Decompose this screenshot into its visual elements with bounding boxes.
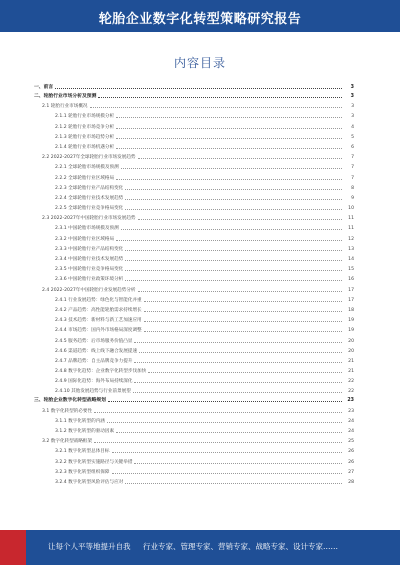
toc-leader-dots (94, 442, 342, 443)
toc-leader-dots (134, 463, 342, 464)
toc-page-number: 14 (348, 257, 354, 262)
toc-entry-text: 2.4.4 市场趋势：国内外市场格局深度调整 (55, 328, 142, 334)
toc-page-number: 3 (350, 85, 354, 90)
toc-entry[interactable] (34, 160, 354, 170)
toc-entry-text: 2.4.8 数字化趋势：企业数字化转型步伐加快 (55, 369, 147, 375)
table-of-contents (34, 81, 354, 485)
toc-entry-text: 一、前言 (34, 85, 54, 90)
toc-entry[interactable] (34, 465, 354, 475)
toc-entry-text: 2.3.2 中国轮胎行业区域格局 (55, 236, 115, 242)
toc-entry[interactable] (34, 282, 354, 292)
toc-leader-dots (148, 372, 342, 373)
toc-page-number: 3 (351, 104, 354, 110)
toc-page-number: 11 (348, 216, 354, 222)
toc-entry-text: 2.1.2 轮胎行业市场竞争分析 (55, 124, 115, 130)
toc-entry[interactable] (34, 354, 354, 364)
toc-entry[interactable] (34, 119, 354, 129)
toc-entry[interactable] (34, 191, 354, 201)
toc-entry[interactable] (34, 454, 354, 464)
toc-entry[interactable] (34, 394, 354, 403)
toc-page-number: 15 (348, 267, 354, 273)
toc-entry[interactable] (34, 323, 354, 333)
toc-entry[interactable] (34, 414, 354, 424)
toc-entry-text: 2.1.4 轮胎行业市场机遇分析 (55, 144, 115, 150)
toc-entry-text: 2.1 轮胎行业市场概况 (42, 104, 88, 110)
toc-entry[interactable] (34, 293, 354, 303)
toc-entry-text: 2.4.3 技术趋势：新材料与新工艺加速应用 (55, 318, 142, 324)
toc-entry[interactable] (34, 262, 354, 272)
toc-entry-text: 2.3.4 中国轮胎行业技术发展趋势 (55, 257, 124, 262)
footer-slogan: 让每个人平等地提升自我 (48, 542, 131, 551)
toc-leader-dots (144, 331, 342, 332)
toc-entry-text: 2.2.3 全球轮胎行业产品结构变化 (55, 185, 124, 191)
toc-page-number: 13 (348, 246, 354, 252)
toc-page-number: 20 (348, 348, 354, 354)
toc-leader-dots (108, 401, 342, 402)
toc-entry[interactable] (34, 475, 354, 485)
toc-leader-dots (125, 199, 342, 200)
toc-page-number: 24 (348, 418, 354, 424)
toc-page-number: 3 (350, 94, 354, 99)
toc-entry[interactable] (34, 170, 354, 180)
toc-entry[interactable] (34, 99, 354, 109)
toc-leader-dots (107, 422, 342, 423)
toc-entry[interactable] (34, 403, 354, 413)
toc-leader-dots (116, 148, 342, 149)
toc-leader-dots (125, 189, 342, 190)
toc-page-number: 17 (348, 297, 354, 303)
toc-leader-dots (138, 291, 342, 292)
toc-entry-text: 2.4.1 行业发展趋势：绿色化与智能化并重 (55, 297, 142, 303)
toc-entry[interactable] (34, 444, 354, 454)
toc-page-number: 19 (348, 318, 354, 324)
toc-page-number: 12 (348, 236, 354, 242)
toc-entry[interactable] (34, 242, 354, 252)
toc-page-number: 16 (348, 277, 354, 283)
toc-entry-text: 2.2.4 全球轮胎行业技术发展趋势 (55, 195, 124, 201)
toc-entry[interactable] (34, 109, 354, 119)
toc-entry-text: 2.4.9 国际化趋势：海外布局持续深化 (55, 379, 133, 385)
toc-entry-text: 3.1 数字化转型的必要性 (42, 408, 93, 414)
toc-leader-dots (121, 168, 342, 169)
toc-page-number: 23 (348, 408, 354, 414)
toc-leader-dots (112, 473, 343, 474)
toc-page-number: 23 (347, 398, 354, 404)
toc-entry-text: 2.3.3 中国轮胎行业产品结构变化 (55, 246, 124, 252)
toc-entry[interactable] (34, 272, 354, 282)
toc-heading: 内容目录 (173, 56, 226, 70)
toc-entry[interactable] (34, 313, 354, 323)
toc-page-number: 25 (348, 439, 354, 445)
toc-entry-text: 3.2.3 数字化转型组织保障 (55, 469, 110, 475)
toc-leader-dots (125, 209, 342, 210)
toc-entry[interactable] (34, 150, 354, 160)
toc-leader-dots (121, 229, 342, 230)
toc-page-number: 27 (348, 469, 354, 475)
toc-page-number: 6 (351, 144, 354, 150)
toc-page-number: 21 (348, 369, 354, 375)
toc-page-number: 9 (351, 195, 354, 201)
toc-leader-dots (94, 412, 342, 413)
toc-leader-dots (116, 117, 342, 118)
toc-entry-text: 3.2.1 数字化转型总体目标 (55, 449, 110, 455)
toc-entry[interactable] (34, 384, 354, 394)
toc-leader-dots (55, 88, 342, 89)
toc-page-number: 28 (348, 479, 354, 485)
toc-leader-dots (144, 321, 342, 322)
toc-entry-text: 2.3 2022-2027年中国轮胎行业市场发展趋势 (42, 216, 136, 222)
toc-entry[interactable] (34, 333, 354, 343)
toc-leader-dots (139, 352, 342, 353)
toc-entry-text: 2.2 2022-2027年全球轮胎行业市场发展趋势 (42, 155, 136, 161)
toc-page-number: 10 (348, 206, 354, 212)
toc-page-number: 19 (348, 328, 354, 334)
toc-leader-dots (116, 432, 342, 433)
toc-entry[interactable] (34, 231, 354, 241)
toc-entry[interactable] (34, 221, 354, 231)
toc-leader-dots (116, 128, 342, 129)
toc-page-number: 21 (348, 358, 354, 364)
toc-leader-dots (144, 311, 342, 312)
toc-entry-text: 2.4 2022-2027年中国轮胎行业发展趋势分析 (42, 287, 136, 293)
toc-entry-text: 2.3.1 中国轮胎市场规模及预测 (55, 226, 119, 232)
toc-entry[interactable] (34, 344, 354, 354)
toc-entry-text: 2.1.1 轮胎行业市场规模分析 (55, 114, 115, 120)
toc-leader-dots (125, 270, 342, 271)
toc-entry-text: 3.1.1 数字化转型的内涵 (55, 418, 105, 424)
toc-leader-dots (134, 362, 342, 363)
report-title: 轮胎企业数字化转型策略研究报告 (98, 12, 302, 27)
toc-page-number: 4 (351, 124, 354, 130)
toc-leader-dots (144, 301, 342, 302)
toc-entry-text: 2.1.3 轮胎行业市场趋势分析 (55, 134, 115, 140)
toc-page-number: 7 (351, 175, 354, 181)
toc-leader-dots (125, 483, 342, 484)
toc-entry-text: 2.4.10 其他发展趋势与行业前景展望 (55, 389, 131, 395)
toc-entry-text: 3.2.4 数字化转型风险评估与应对 (55, 479, 124, 485)
toc-entry-text: 2.3.5 中国轮胎行业竞争格局变化 (55, 267, 124, 273)
toc-leader-dots (125, 280, 342, 281)
toc-page-number: 3 (351, 114, 354, 120)
toc-page-number: 5 (351, 134, 354, 140)
toc-entry[interactable] (34, 181, 354, 191)
toc-entry-text: 三、轮胎企业数字化转型战略规划 (34, 398, 106, 404)
toc-leader-dots (138, 219, 342, 220)
toc-page-number: 26 (348, 449, 354, 455)
toc-leader-dots (134, 382, 342, 383)
toc-entry[interactable] (34, 434, 354, 444)
toc-page-number: 24 (348, 429, 354, 434)
footer-experts: 行业专家、管理专家、营销专家、战略专家、设计专家…… (143, 542, 338, 551)
toc-entry-text: 3.2 数字化转型战略框架 (42, 439, 93, 445)
toc-entry-text: 2.4.2 产品趋势：高性能轮胎需求持续增长 (55, 307, 142, 313)
toc-leader-dots (112, 452, 343, 453)
toc-entry[interactable] (34, 424, 354, 434)
toc-entry-text: 2.3.6 中国轮胎行业政策环境分析 (55, 277, 124, 283)
toc-leader-dots (134, 342, 342, 343)
toc-entry-text: 3.1.2 数字化转型的驱动因素 (55, 429, 115, 434)
toc-entry-text: 2.2.2 全球轮胎行业区域格局 (55, 175, 115, 181)
toc-leader-dots (133, 392, 342, 393)
toc-leader-dots (138, 158, 342, 159)
toc-entry-text: 3.2.2 数字化转型实施路径与关键举措 (55, 459, 133, 465)
toc-leader-dots (125, 260, 342, 261)
toc-page-number: 20 (348, 338, 354, 344)
toc-entry[interactable] (34, 201, 354, 211)
toc-entry-text: 2.4.6 渠道趋势：线上线下融合发展提速 (55, 348, 138, 354)
toc-entry-text: 2.2.5 全球轮胎行业竞争格局变化 (55, 206, 124, 212)
toc-entry-text: 2.4.5 服务趋势：后市场服务价值凸显 (55, 338, 133, 344)
toc-entry[interactable] (34, 90, 354, 99)
toc-entry[interactable] (34, 81, 354, 90)
toc-page-number: 22 (348, 379, 354, 385)
toc-entry[interactable] (34, 140, 354, 150)
toc-entry[interactable] (34, 211, 354, 221)
toc-page-number: 22 (348, 389, 354, 395)
toc-leader-dots (90, 107, 342, 108)
footer-accent (0, 530, 26, 565)
toc-leader-dots (116, 179, 342, 180)
toc-leader-dots (98, 97, 342, 98)
toc-entry-text: 2.2.1 全球轮胎市场规模及预测 (55, 165, 119, 171)
toc-leader-dots (116, 240, 342, 241)
toc-page-number: 8 (351, 185, 354, 191)
toc-entry-text: 二、轮胎行业市场分析及预测 (34, 94, 97, 99)
toc-entry-text: 2.4.7 品牌趋势：自主品牌竞争力提升 (55, 358, 133, 364)
toc-entry[interactable] (34, 130, 354, 140)
toc-page-number: 7 (351, 155, 354, 161)
toc-leader-dots (116, 138, 342, 139)
toc-entry[interactable] (34, 303, 354, 313)
toc-page-number: 18 (348, 307, 354, 313)
toc-entry[interactable] (34, 252, 354, 262)
toc-entry[interactable] (34, 364, 354, 374)
toc-page-number: 7 (351, 165, 354, 171)
toc-page-number: 26 (348, 459, 354, 465)
toc-entry[interactable] (34, 374, 354, 384)
toc-leader-dots (125, 250, 342, 251)
toc-page-number: 17 (348, 287, 354, 293)
toc-page-number: 11 (348, 226, 354, 232)
